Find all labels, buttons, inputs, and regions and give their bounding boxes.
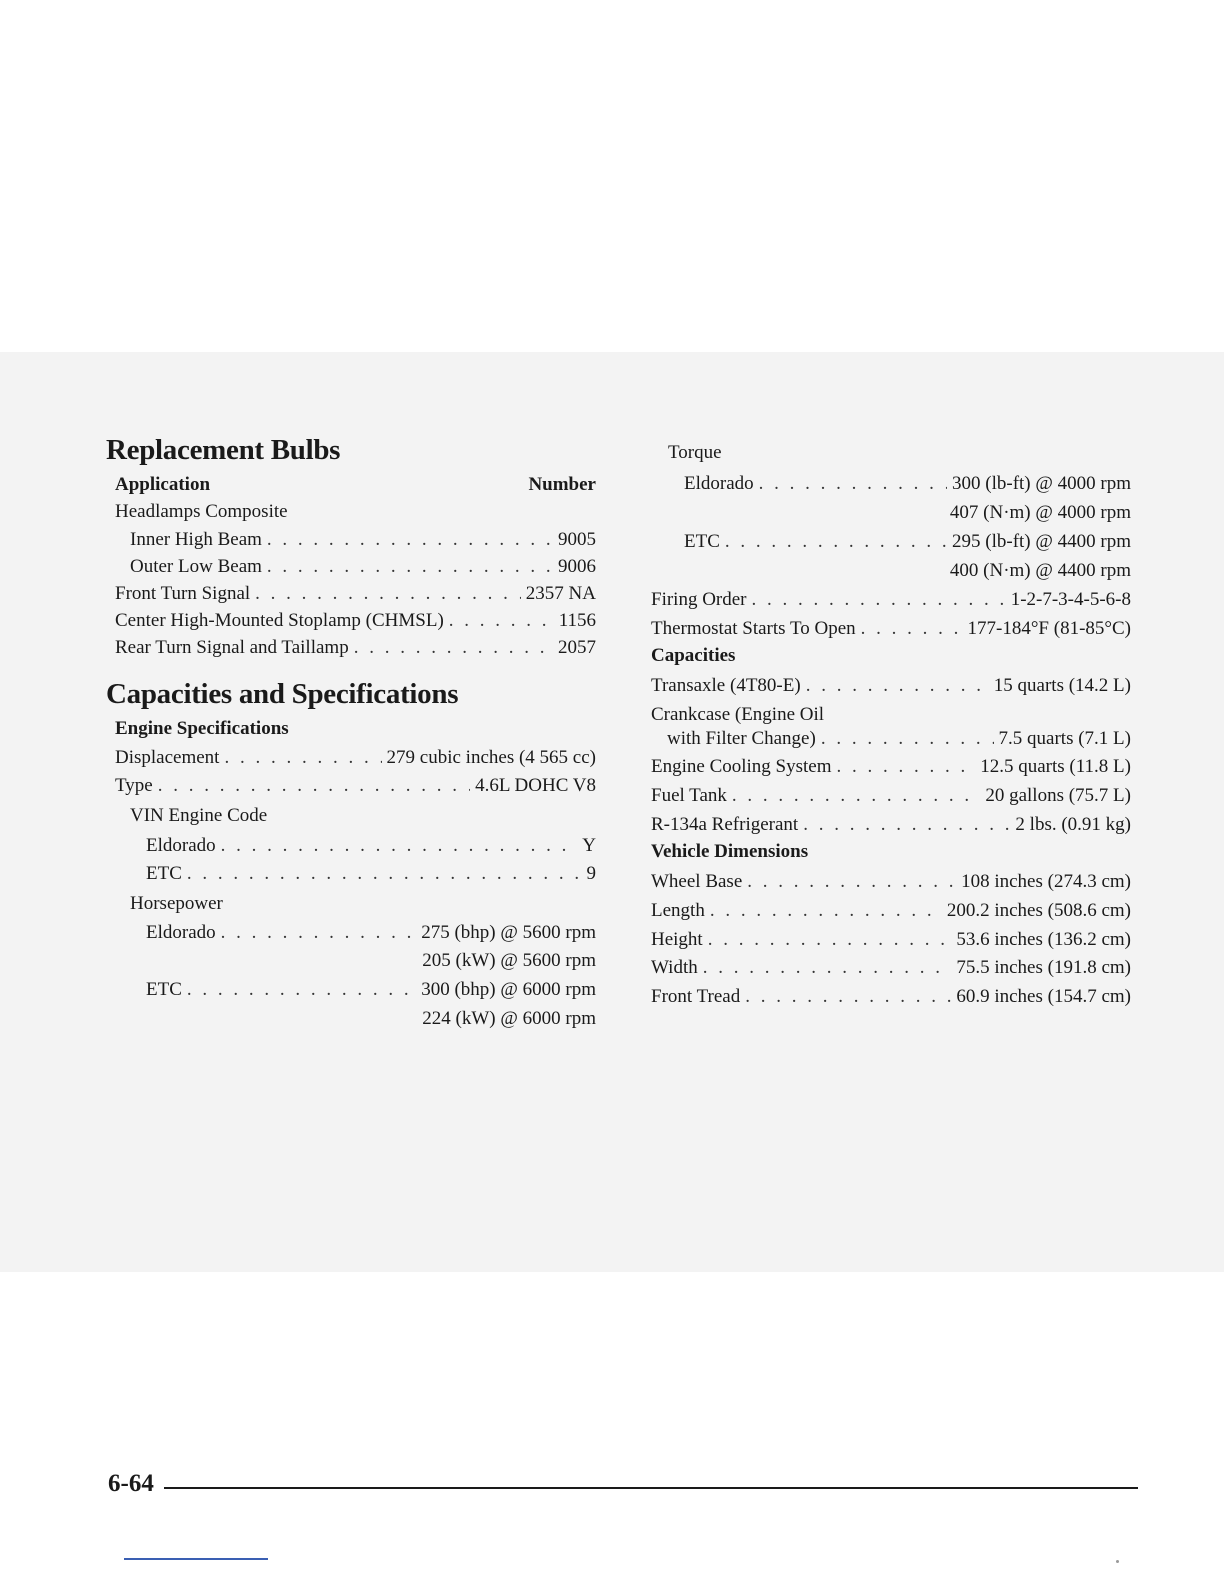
- spec-value: 279 cubic inches (4 565 cc): [386, 747, 596, 768]
- number-header: Number: [528, 474, 596, 495]
- spec-value: 275 (bhp) @ 5600 rpm: [421, 922, 596, 943]
- spec-row-firing-order: [651, 588, 1131, 612]
- torque-label: Torque: [668, 442, 722, 463]
- torque-nm-value: 400 (N·m) @ 4400 rpm: [949, 560, 1131, 581]
- scan-speck: [1116, 1560, 1119, 1563]
- bulb-number: 1156: [558, 610, 596, 631]
- replacement-bulbs-title: Replacement Bulbs: [106, 434, 341, 466]
- spec-row-type: [115, 774, 596, 798]
- spec-label: ETC: [146, 979, 182, 1000]
- spec-value: 177-184°F (81-85°C): [967, 618, 1131, 639]
- dimension-row: [651, 956, 1131, 980]
- vehicle-dimensions-heading: Vehicle Dimensions: [651, 841, 809, 862]
- spec-value: 108 inches (274.3 cm): [961, 871, 1131, 892]
- engine-specifications-heading: Engine Specifications: [115, 718, 289, 739]
- spec-label: Type: [115, 775, 153, 796]
- spec-label: Wheel Base: [651, 871, 743, 892]
- spec-row-cooling: [651, 755, 1131, 779]
- spec-value: 4.6L DOHC V8: [475, 775, 596, 796]
- spec-row-crankcase: [667, 727, 1131, 751]
- bulb-label: Inner High Beam: [130, 529, 262, 550]
- horsepower-row: [146, 978, 596, 1002]
- torque-row: [684, 472, 1131, 496]
- spec-value: Y: [582, 835, 596, 856]
- bulb-label: Rear Turn Signal and Taillamp: [115, 637, 349, 658]
- spec-label: Eldorado: [146, 835, 216, 856]
- vin-row: [146, 862, 596, 886]
- horsepower-label: Horsepower: [130, 893, 223, 914]
- capacities-specifications-title: Capacities and Specifications: [106, 678, 459, 710]
- spec-label: Displacement: [115, 747, 220, 768]
- page-number: 6-64: [108, 1470, 154, 1497]
- dimension-row: [651, 928, 1131, 952]
- spec-value: 1-2-7-3-4-5-6-8: [1010, 589, 1131, 610]
- spec-row-refrigerant: [651, 813, 1131, 837]
- spec-value: 2 lbs. (0.91 kg): [1015, 814, 1131, 835]
- horsepower-row: [146, 921, 596, 945]
- spec-value: 295 (lb-ft) @ 4400 rpm: [952, 531, 1131, 552]
- spec-label: Thermostat Starts To Open: [651, 618, 856, 639]
- page-panel: [0, 352, 1224, 1497]
- spec-label: Length: [651, 900, 705, 921]
- bulb-row: [115, 609, 596, 633]
- spec-label: Engine Cooling System: [651, 756, 832, 777]
- torque-row: [684, 530, 1131, 554]
- spec-label: with Filter Change): [667, 728, 816, 749]
- spec-label: Width: [651, 957, 698, 978]
- dimension-row: [651, 985, 1131, 1009]
- vin-engine-code-label: VIN Engine Code: [130, 805, 268, 826]
- bulb-number: 9005: [558, 529, 596, 550]
- spec-label: Firing Order: [651, 589, 747, 610]
- spec-label: ETC: [146, 863, 182, 884]
- crankcase-label: Crankcase (Engine Oil: [651, 704, 825, 725]
- spec-value: 75.5 inches (191.8 cm): [956, 957, 1131, 978]
- bulb-number: 9006: [558, 556, 596, 577]
- spec-row-transaxle: [651, 674, 1131, 698]
- bulb-number: 2057: [558, 637, 596, 658]
- spec-row-displacement: [115, 746, 596, 770]
- spec-label: R-134a Refrigerant: [651, 814, 799, 835]
- spec-value: 20 gallons (75.7 L): [985, 785, 1131, 806]
- spec-label: Height: [651, 929, 703, 950]
- spec-value: 53.6 inches (136.2 cm): [956, 929, 1131, 950]
- spec-row-fuel-tank: [651, 784, 1131, 808]
- vin-row: [146, 834, 596, 858]
- spec-label: Eldorado: [684, 473, 754, 494]
- application-header: Application: [115, 474, 211, 495]
- bottom-link-underline: [124, 1558, 268, 1560]
- spec-value: 60.9 inches (154.7 cm): [956, 986, 1131, 1007]
- bulb-label: Center High-Mounted Stoplamp (CHMSL): [115, 610, 444, 631]
- spec-value: 200.2 inches (508.6 cm): [946, 900, 1131, 921]
- bulb-row: [115, 582, 596, 606]
- horsepower-kw-value: 224 (kW) @ 6000 rpm: [422, 1008, 596, 1029]
- spec-row-thermostat: [651, 617, 1131, 641]
- spec-value: 9: [586, 863, 596, 884]
- dimension-row: [651, 899, 1131, 923]
- spec-label: Eldorado: [146, 922, 216, 943]
- headlamps-group-label: Headlamps Composite: [115, 501, 288, 522]
- spec-label: Fuel Tank: [651, 785, 727, 806]
- bulb-row: [115, 636, 596, 660]
- dimension-row: [651, 870, 1131, 894]
- capacities-heading: Capacities: [651, 645, 736, 666]
- bulb-label: Outer Low Beam: [130, 556, 262, 577]
- spec-label: Front Tread: [651, 986, 741, 1007]
- footer-rule: [164, 1487, 1138, 1489]
- bulb-label: Front Turn Signal: [115, 583, 251, 604]
- spec-value: 300 (lb-ft) @ 4000 rpm: [952, 473, 1131, 494]
- spec-label: Transaxle (4T80-E): [651, 675, 801, 696]
- spec-value: 12.5 quarts (11.8 L): [980, 756, 1131, 777]
- bulb-row: [130, 555, 596, 579]
- torque-nm-value: 407 (N·m) @ 4000 rpm: [949, 502, 1131, 523]
- spec-label: ETC: [684, 531, 720, 552]
- bulb-number: 2357 NA: [525, 583, 596, 604]
- spec-value: 7.5 quarts (7.1 L): [998, 728, 1131, 749]
- spec-value: 15 quarts (14.2 L): [993, 675, 1131, 696]
- spec-value: 300 (bhp) @ 6000 rpm: [421, 979, 596, 1000]
- bulb-row: [130, 528, 596, 552]
- horsepower-kw-value: 205 (kW) @ 5600 rpm: [422, 950, 596, 971]
